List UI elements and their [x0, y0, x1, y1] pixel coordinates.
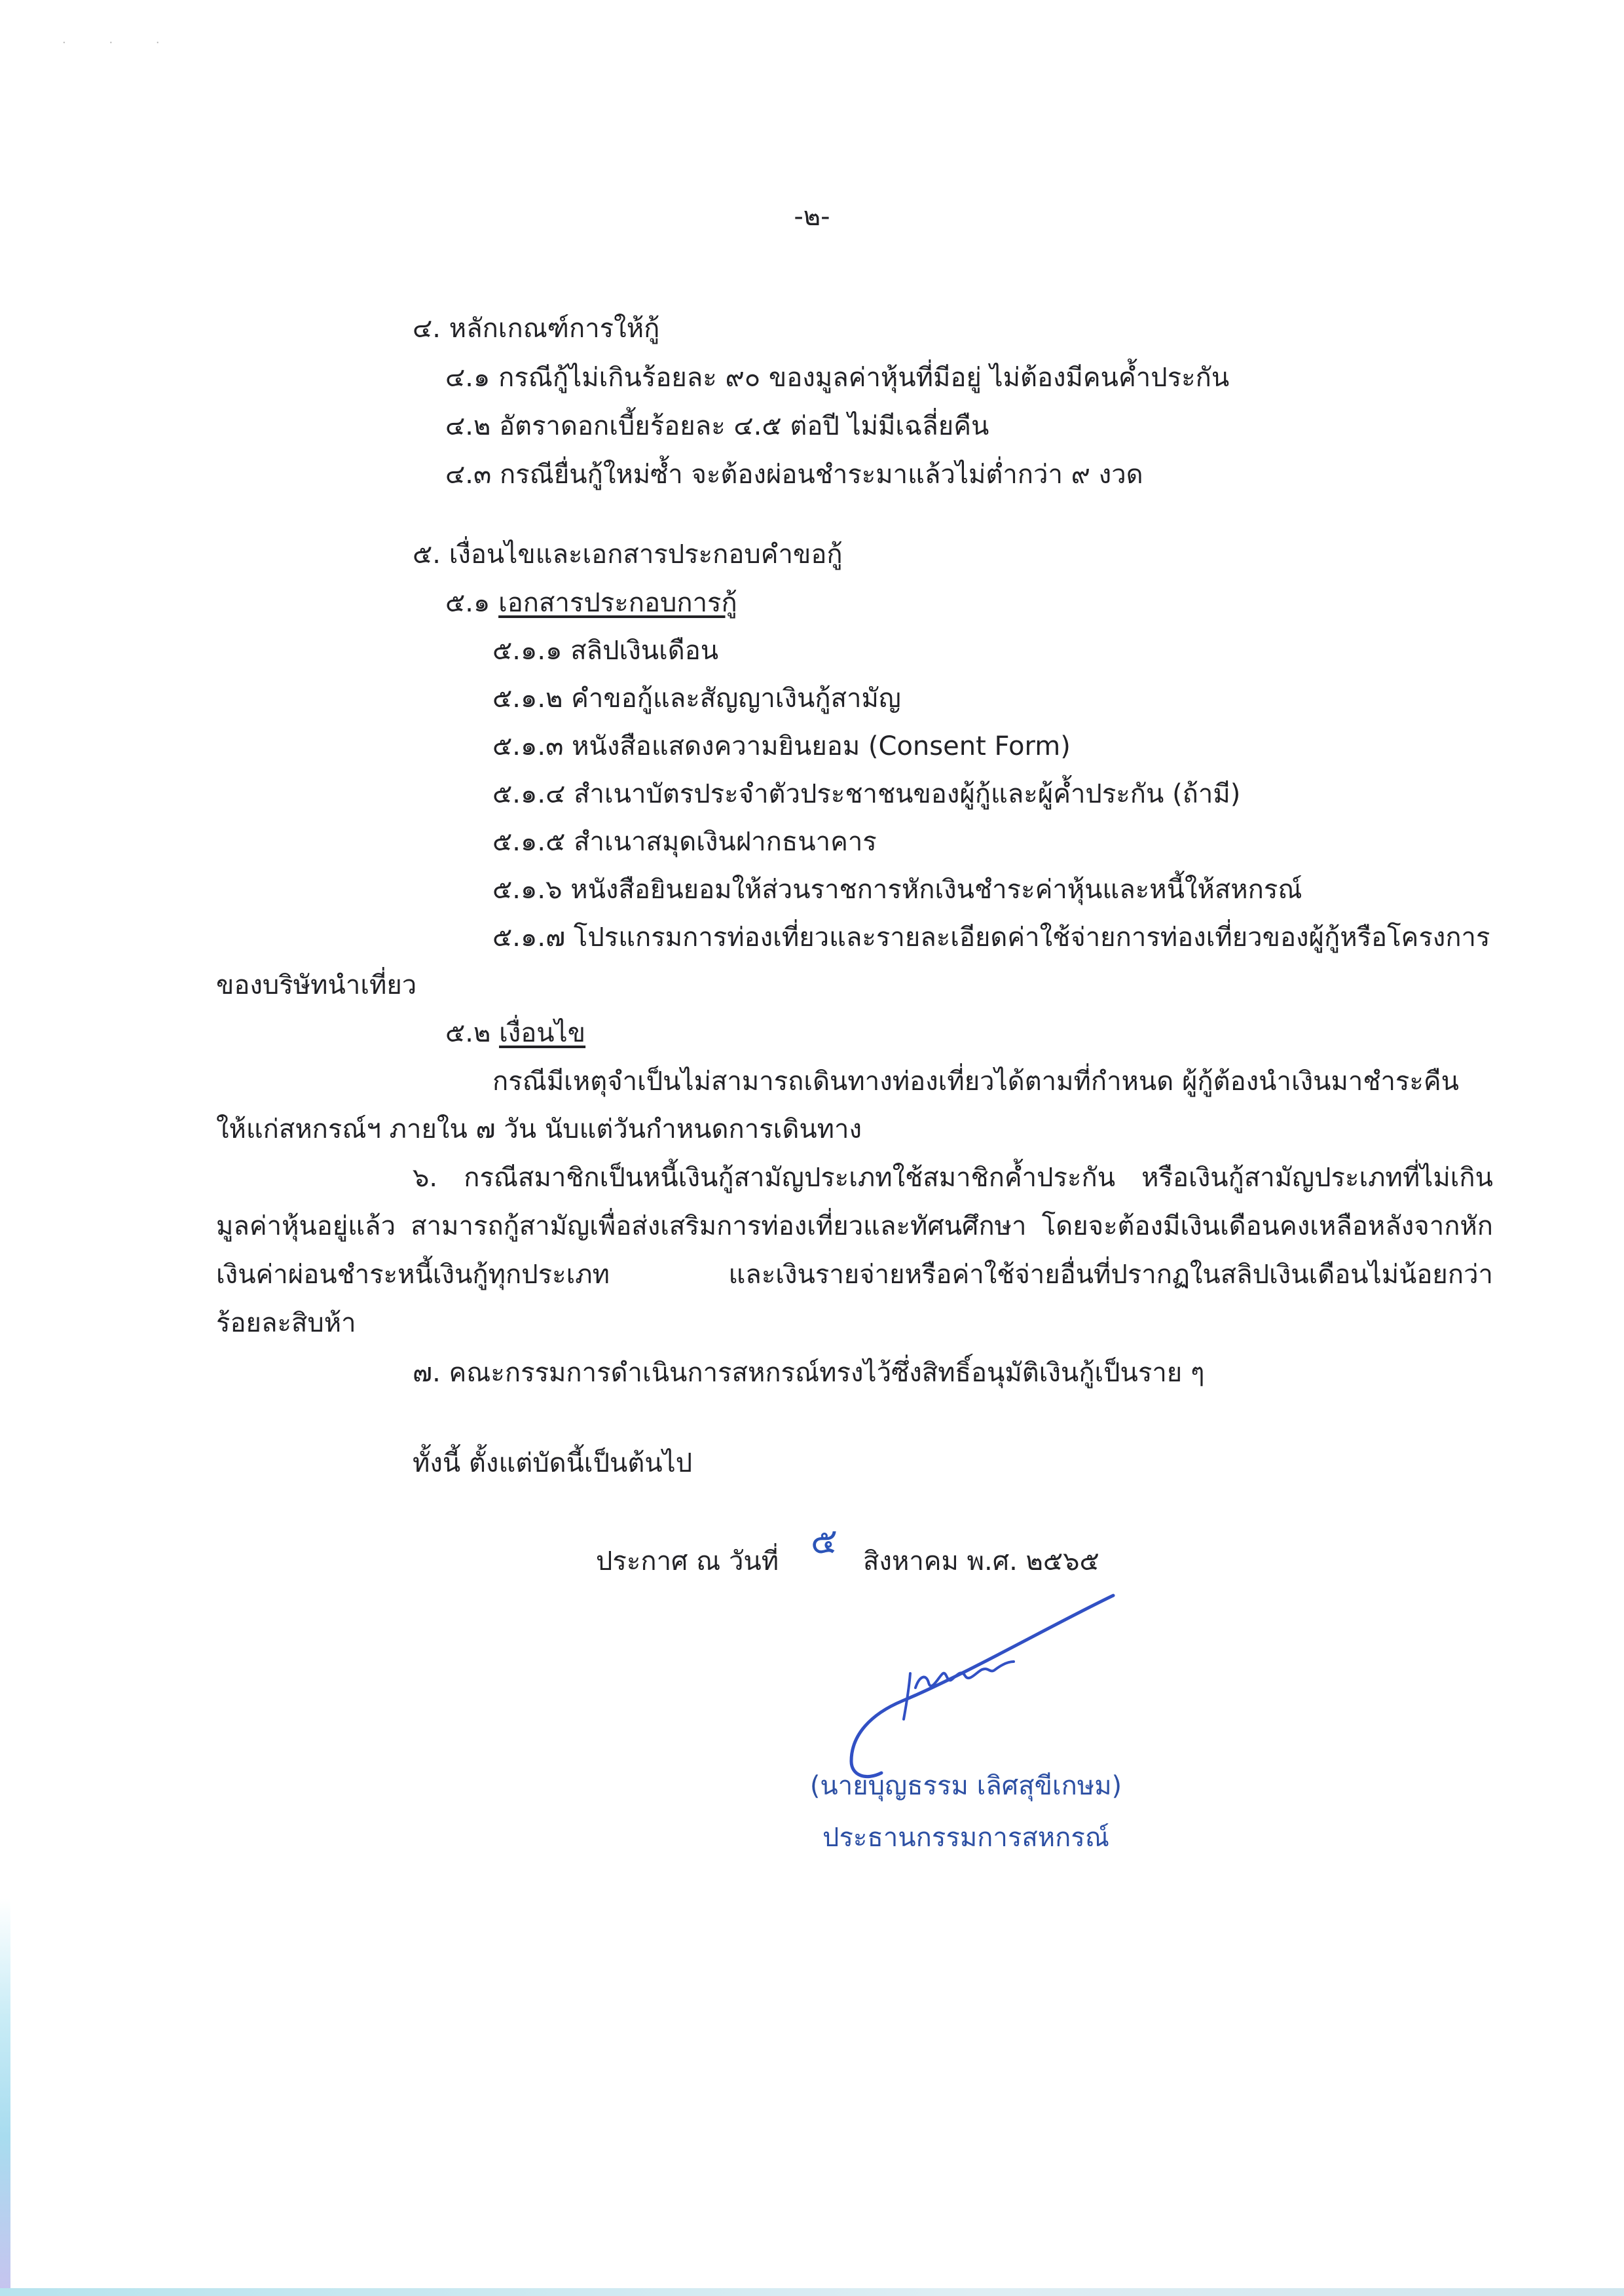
section-4-item-2: ๔.๒ อัตราดอกเบี้ยร้อยละ ๔.๕ ต่อปี ไม่มีเฉลี่ยคืน — [445, 411, 989, 441]
section-6-line-3: เงินค่าผ่อนชำระหนี้เงินกู้ทุกประเภท และเงินรายจ่ายหรือค่าใช้จ่ายอื่นที่ปรากฏในสลิปเงินเดือนไม่น้อยกว่า — [216, 1260, 1493, 1290]
section-5-2-number: ๕.๒ — [445, 1018, 491, 1048]
section-6-line-4: ร้อยละสิบห้า — [216, 1308, 356, 1338]
section-4-heading: ๔. หลักเกณฑ์การให้กู้ — [413, 314, 660, 344]
section-5-1-item-6: ๕.๑.๖ หนังสือยินยอมให้ส่วนราชการหักเงินชำระค่าหุ้นและหนี้ให้สหกรณ์ — [492, 875, 1302, 905]
section-5-1-item-1: ๕.๑.๑ สลิปเงินเดือน — [492, 636, 719, 666]
section-5-2-text-line-1: กรณีมีเหตุจำเป็นไม่สามารถเดินทางท่องเที่ยวได้ตามที่กำหนด ผู้กู้ต้องนำเงินมาชำระคืน — [492, 1066, 1459, 1097]
section-6-line-2: มูลค่าหุ้นอยู่แล้ว สามารถกู้สามัญเพื่อส่งเสริมการท่องเที่ยวและทัศนศึกษา โดยจะต้องมีเงินเดือนคงเหลือหลังจากหัก — [216, 1211, 1493, 1241]
announcement-suffix: สิงหาคม พ.ศ. ๒๕๖๕ — [863, 1546, 1099, 1576]
section-5-1-item-7: ๕.๑.๗ โปรแกรมการท่องเที่ยวและรายละเอียดค่าใช้จ่ายการท่องเที่ยวของผู้กู้หรือโครงการ — [492, 922, 1490, 953]
section-5-1-number: ๕.๑ — [445, 588, 490, 618]
section-6-line-1: ๖. กรณีสมาชิกเป็นหนี้เงินกู้สามัญประเภทใช้สมาชิกค้ำประกัน หรือเงินกู้สามัญประเภทที่ไม่เกิน — [413, 1163, 1493, 1193]
signatory-title: ประธานกรรมการสหกรณ์ — [822, 1823, 1109, 1853]
section-5-2-title-text: เงื่อนไข — [499, 1018, 586, 1048]
signature-main-stroke — [851, 1595, 1113, 1777]
scan-specks: · · · — [62, 36, 179, 50]
section-5-1-item-5: ๕.๑.๕ สำเนาสมุดเงินฝากธนาคาร — [492, 827, 877, 857]
section-5-1-item-4: ๕.๑.๔ สำเนาบัตรประจำตัวประชาชนของผู้กู้และผู้ค้ำประกัน (ถ้ามี) — [492, 779, 1241, 809]
page-number: -๒- — [794, 202, 830, 232]
announcement-day: ๕ — [811, 1520, 838, 1561]
section-5-1-item-3: ๕.๑.๓ หนังสือแสดงความยินยอม (Consent Form) — [492, 731, 1071, 761]
section-5-heading: ๕. เงื่อนไขและเอกสารประกอบคำขอกู้ — [413, 539, 843, 570]
scan-edge-bottom — [0, 2288, 1624, 2296]
section-5-2-text-line-2: ให้แก่สหกรณ์ฯ ภายใน ๗ วัน นับแต่วันกำหนดการเดินทาง — [216, 1114, 862, 1144]
announcement-prefix: ประกาศ ณ วันที่ — [596, 1546, 779, 1576]
section-4-item-1: ๔.๑ กรณีกู้ไม่เกินร้อยละ ๙๐ ของมูลค่าหุ้นที่มีอยู่ ไม่ต้องมีคนค้ำประกัน — [445, 363, 1230, 393]
section-5-1-item-7-continuation: ของบริษัทนำเที่ยว — [216, 970, 417, 1000]
scan-edge-left — [0, 1899, 10, 2296]
effective-statement: ทั้งนี้ ตั้งแต่บัดนี้เป็นต้นไป — [413, 1448, 693, 1478]
section-5-1-title-text: เอกสารประกอบการกู้ — [498, 588, 737, 618]
signature-scrawl — [915, 1662, 1014, 1688]
section-4-item-3: ๔.๓ กรณียื่นกู้ใหม่ซ้ำ จะต้องผ่อนชำระมาแล้วไม่ต่ำกว่า ๙ งวด — [445, 460, 1143, 490]
section-7: ๗. คณะกรรมการดำเนินการสหกรณ์ทรงไว้ซึ่งสิทธิ์อนุมัติเงินกู้เป็นราย ๆ — [413, 1358, 1205, 1388]
signatory-name: (นายบุญธรรม เลิศสุขีเกษม) — [809, 1771, 1122, 1801]
section-5-1-item-2: ๕.๑.๒ คำขอกู้และสัญญาเงินกู้สามัญ — [492, 683, 901, 714]
